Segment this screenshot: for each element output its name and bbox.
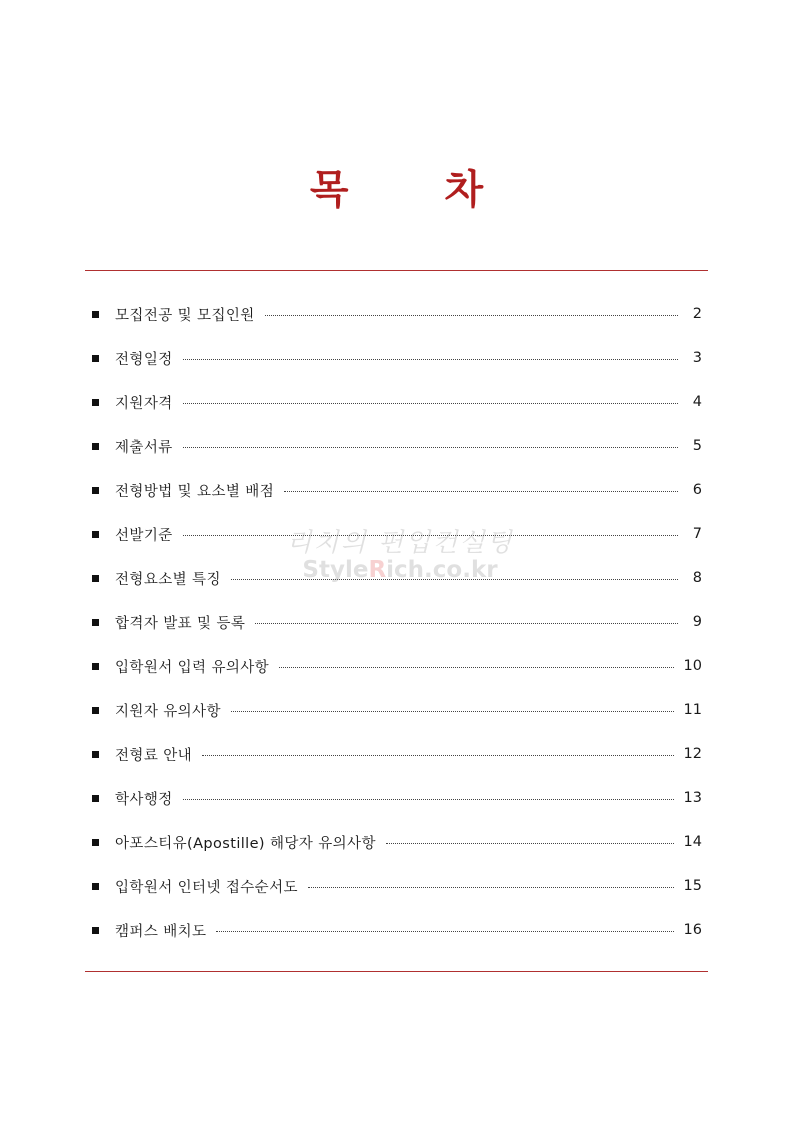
toc-entry-label: 아포스티유(Apostille) 해당자 유의사항 [115, 835, 376, 852]
dot-leader [386, 843, 674, 844]
dot-leader [183, 403, 678, 404]
toc-entry-page-number: 16 [683, 922, 702, 938]
square-bullet-icon [92, 839, 99, 846]
toc-entry-label: 전형일정 [115, 351, 173, 368]
toc-entry-page-number: 15 [683, 878, 702, 894]
square-bullet-icon [92, 399, 99, 406]
toc-entry-page-number: 2 [692, 306, 702, 322]
dot-leader [216, 931, 673, 932]
toc-entry-label: 지원자 유의사항 [115, 703, 221, 720]
toc-entry[interactable] [92, 644, 702, 688]
toc-entry[interactable] [92, 908, 702, 952]
toc-entry[interactable] [92, 380, 702, 424]
toc-entry-page-number: 3 [692, 350, 702, 366]
square-bullet-icon [92, 443, 99, 450]
toc-entry[interactable] [92, 688, 702, 732]
toc-entry-label: 입학원서 입력 유의사항 [115, 659, 270, 676]
square-bullet-icon [92, 707, 99, 714]
dot-leader [279, 667, 673, 668]
dot-leader [265, 315, 678, 316]
square-bullet-icon [92, 795, 99, 802]
toc-entry-label: 입학원서 인터넷 접수순서도 [115, 879, 298, 896]
toc-entry[interactable] [92, 864, 702, 908]
toc-entry[interactable] [92, 732, 702, 776]
toc-entry-label: 제출서류 [115, 439, 173, 456]
toc-entry-page-number: 9 [692, 614, 702, 630]
toc-entry-label: 전형료 안내 [115, 747, 193, 764]
dot-leader [284, 491, 678, 492]
toc-entry-page-number: 12 [683, 746, 702, 762]
square-bullet-icon [92, 927, 99, 934]
toc-entry[interactable] [92, 292, 702, 336]
dot-leader [183, 447, 678, 448]
dot-leader [183, 535, 678, 536]
page-title [0, 160, 793, 212]
toc-entry-page-number: 13 [683, 790, 702, 806]
toc-entry-page-number: 14 [683, 834, 702, 850]
toc-entry-page-number: 11 [683, 702, 702, 718]
square-bullet-icon [92, 751, 99, 758]
toc-entry[interactable] [92, 468, 702, 512]
toc-entry-label: 전형방법 및 요소별 배점 [115, 483, 275, 500]
toc-entry[interactable] [92, 776, 702, 820]
square-bullet-icon [92, 663, 99, 670]
toc-entry-page-number: 4 [692, 394, 702, 410]
toc-entry-label: 합격자 발표 및 등록 [115, 615, 246, 632]
dot-leader [183, 799, 674, 800]
square-bullet-icon [92, 575, 99, 582]
toc-entry-page-number: 6 [692, 482, 702, 498]
title-char-2: 차 [444, 166, 484, 213]
dot-leader [231, 579, 678, 580]
toc-entry-page-number: 8 [692, 570, 702, 586]
toc-entry-label: 모집전공 및 모집인원 [115, 307, 255, 324]
square-bullet-icon [92, 619, 99, 626]
table-of-contents [92, 292, 702, 952]
toc-entry-label: 학사행정 [115, 791, 173, 808]
dot-leader [308, 887, 674, 888]
bottom-divider [85, 971, 708, 972]
top-divider [85, 270, 708, 271]
square-bullet-icon [92, 531, 99, 538]
toc-entry-page-number: 10 [683, 658, 702, 674]
watermark-line-2: StyleRich.co.kr [302, 557, 498, 583]
toc-entry-label: 캠퍼스 배치도 [115, 923, 207, 940]
dot-leader [183, 359, 678, 360]
dot-leader [231, 711, 674, 712]
square-bullet-icon [92, 311, 99, 318]
square-bullet-icon [92, 883, 99, 890]
dot-leader [255, 623, 678, 624]
dot-leader [202, 755, 674, 756]
title-char-1: 목 [309, 166, 349, 213]
toc-entry-label: 선발기준 [115, 527, 173, 544]
toc-entry[interactable] [92, 512, 702, 556]
square-bullet-icon [92, 487, 99, 494]
watermark-line-1: 리치의 편입컨설팅 [286, 528, 514, 558]
toc-entry[interactable] [92, 336, 702, 380]
square-bullet-icon [92, 355, 99, 362]
toc-entry-label: 지원자격 [115, 395, 173, 412]
toc-entry-label: 전형요소별 특징 [115, 571, 221, 588]
toc-entry-page-number: 7 [692, 526, 702, 542]
toc-entry[interactable] [92, 424, 702, 468]
toc-entry[interactable] [92, 600, 702, 644]
toc-entry-page-number: 5 [692, 438, 702, 454]
toc-entry[interactable] [92, 820, 702, 864]
toc-entry[interactable] [92, 556, 702, 600]
